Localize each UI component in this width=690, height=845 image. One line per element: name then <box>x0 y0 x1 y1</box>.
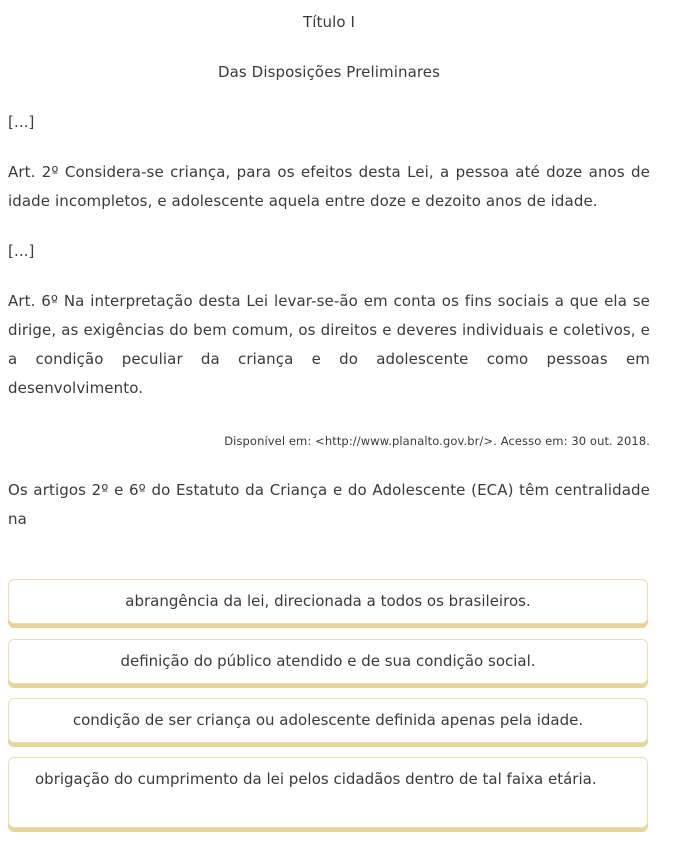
section-subtitle: Das Disposições Preliminares <box>217 63 441 81</box>
ellipsis-marker: [...] <box>8 113 35 131</box>
answer-option-c[interactable]: condição de ser criança ou adolescente definida apenas pela idade. <box>8 698 648 743</box>
ellipsis-marker: [...] <box>8 242 35 260</box>
article-2-text: Art. 2º Considera-se criança, para os efeitos desta Lei, a pessoa até doze anos de idade incompletos, e adolescente aquela entre doze e dezoito anos de idade. <box>8 163 650 210</box>
question-stem: Os artigos 2º e 6º do Estatuto da Criança e do Adolescente (ECA) têm centralidade na <box>8 481 650 528</box>
source-citation: Disponível em: <http://www.planalto.gov.br/>. Acesso em: 30 out. 2018. <box>224 434 650 448</box>
answer-option-b[interactable]: definição do público atendido e de sua condição social. <box>8 639 648 684</box>
answer-option-a[interactable]: abrangência da lei, direcionada a todos os brasileiros. <box>8 579 648 624</box>
answer-option-d[interactable]: obrigação do cumprimento da lei pelos cidadãos dentro de tal faixa etária. <box>8 757 648 828</box>
article-6-text: Art. 6º Na interpretação desta Lei levar-se-ão em conta os fins sociais a que ela se dirige, as exigências do bem comum, os direitos e deveres individuais e coletivos, e a condição peculiar da criança e do adolescente como pessoas em desenvolvimento. <box>8 292 650 397</box>
section-title: Título I <box>302 13 356 31</box>
